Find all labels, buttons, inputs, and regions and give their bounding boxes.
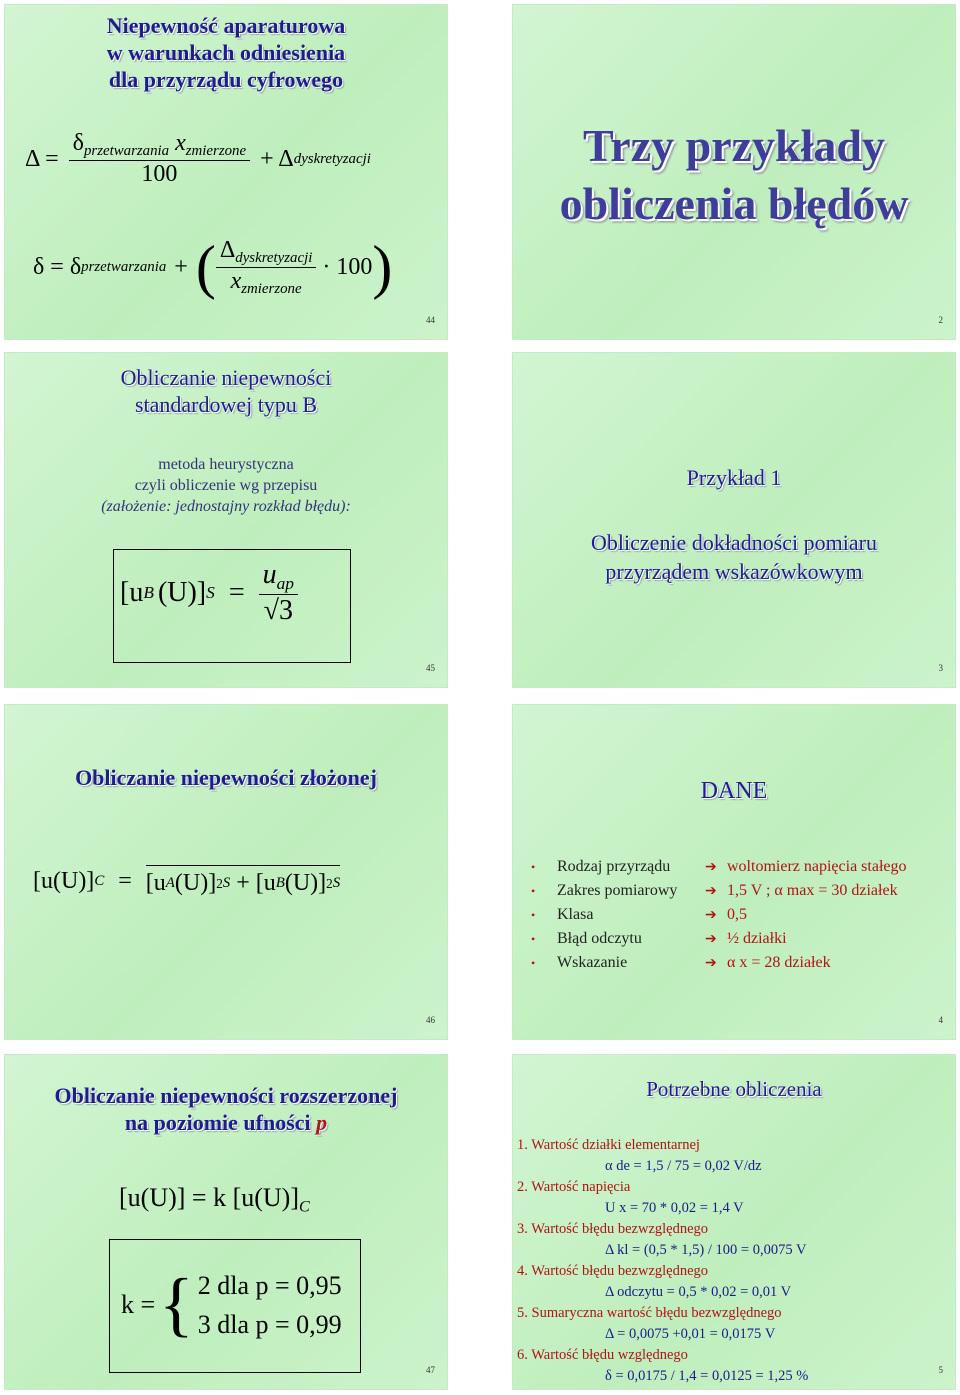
formula-expanded: [u(U)] = k $[u(U)]_C$ [119, 1183, 310, 1216]
calculation-list [513, 1135, 955, 1387]
formula-typeB: [u B (U)] S = $\frac{u_{ap}}{√3}$ [120, 559, 298, 627]
formula-delta: Δ = $\frac{\delta_{przetwarzania} x_{zmierzone}}{100}$ + Δ dyskretyzacji [25, 130, 371, 188]
slide-title: Potrzebne obliczenia [646, 1077, 822, 1101]
step-result: α de = 1,5 / 75 = 0,02 V/dz [605, 1158, 762, 1174]
slide-title: DANE [700, 778, 768, 804]
step-result: Δ odczytu = 0,5 * 0,02 = 0,01 V [605, 1284, 792, 1300]
page-number: 47 [426, 1365, 435, 1375]
slide-47 [4, 1054, 448, 1390]
page-number: 4 [938, 1015, 943, 1025]
data-list [531, 855, 906, 975]
slide-4 [512, 704, 956, 1040]
slide-46 [4, 704, 448, 1040]
step-label: 6. Wartość błędu względnego [517, 1347, 688, 1363]
step-result: U x = 70 * 0,02 = 1,4 V [605, 1200, 744, 1216]
page-number: 2 [938, 315, 943, 325]
page-number: 3 [938, 663, 943, 673]
formula-k: k = { 2 dla p = 0,95 3 dla p = 0,99 [121, 1264, 342, 1344]
page-number: 45 [426, 663, 435, 673]
step-label: 3. Wartość błędu bezwzględnego [517, 1221, 709, 1237]
step-result: Δ = 0,0075 +0,01 = 0,0175 V [605, 1326, 776, 1342]
formula-combined: [u(U)] C = [u A (U)] 2 S + [u B (U)] 2 S [33, 865, 340, 897]
formula-relative: δ = δ przetwarzania + ( $\frac{\Delta_{dyskretyzacji}}{x_{zmierzone}}$ · 100 ) [33, 234, 393, 300]
list-item: • Błąd odczytu ➔ ½ działki [531, 930, 787, 947]
page-number: 46 [426, 1015, 435, 1025]
slide-title: Przykład 1 [686, 465, 782, 490]
slide-2 [512, 4, 956, 340]
slide-44 [4, 4, 448, 340]
list-item: • Klasa ➔ 0,5 [531, 906, 747, 923]
list-item: • Rodzaj przyrządu ➔ woltomierz napięcia stałego [531, 858, 907, 875]
list-item: • Zakres pomiarowy ➔ 1,5 V ; α max = 30 działek [531, 882, 898, 899]
slide-3 [512, 352, 956, 688]
step-label: 2. Wartość napięcia [517, 1179, 631, 1195]
step-result: δ = 0,0175 / 1,4 = 0,0125 = 1,25 % [605, 1368, 809, 1384]
slide-title: Obliczanie niepewności standardowej typu B [120, 365, 332, 417]
slide-title: Niepewność aparaturowa w warunkach odniesienia dla przyrządu cyfrowego [106, 13, 346, 92]
step-label: 4. Wartość błędu bezwzględnego [517, 1263, 709, 1279]
slide-5 [512, 1054, 956, 1390]
step-result: Δ kl = (0,5 * 1,5) / 100 = 0,0075 V [605, 1242, 807, 1258]
page-number: 5 [938, 1365, 943, 1375]
description: metoda heurystyczna czyli obliczenie wg przepisu (założenie: jednostajny rozkład błędu): [101, 456, 351, 515]
slide-title: Obliczanie niepewności złożonej [75, 765, 377, 790]
page-number: 44 [426, 315, 435, 325]
slide-title: Trzy przykłady obliczenia błędów [559, 120, 909, 229]
slide-title: Obliczanie niepewności rozszerzonej na poziomie ufności p [54, 1083, 398, 1135]
slide-subtitle: Obliczenie dokładności pomiaru przyrządem wskazówkowym [591, 530, 877, 584]
step-label: 1. Wartość działki elementarnej [517, 1137, 700, 1153]
slide-45 [4, 352, 448, 688]
step-label: 5. Sumaryczna wartość błędu bezwzględnego [517, 1305, 782, 1321]
list-item: • Wskazanie ➔ α x = 28 działek [531, 954, 831, 971]
